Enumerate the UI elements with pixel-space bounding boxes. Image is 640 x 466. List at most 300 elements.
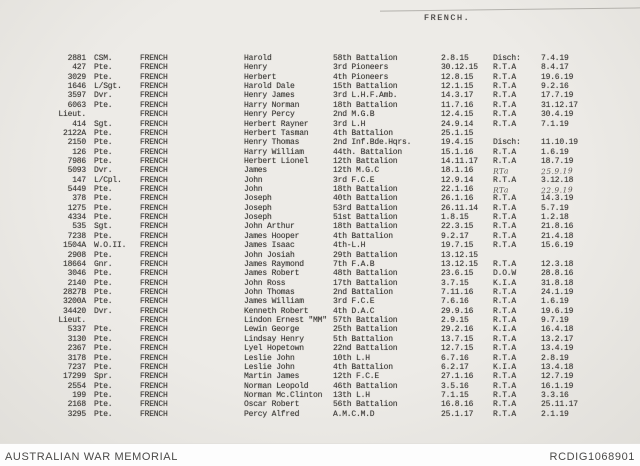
record-unit: 4th Pioneers [333,72,389,82]
record-fate: R.T.A [493,241,517,251]
record-rank: Pte. [94,362,113,372]
record-surname: FRENCH [140,297,168,307]
record-unit: 12th Battalion [333,156,398,166]
record-given-names: Herbert Lionel [244,156,309,166]
record-fate-date: 18.7.19 [541,156,574,166]
record-unit: 22nd Battalion [333,344,398,354]
record-unit: 12th M.G.C [333,166,380,176]
record-number: 2140 [67,278,86,288]
record-surname: FRENCH [140,119,168,129]
record-given-names: Lindon Ernest "MM" [244,316,327,326]
record-fate: R.T.A [493,82,517,92]
record-number: 2554 [67,381,86,391]
record-fate: Disch: [493,54,521,63]
record-unit: 3rd F.C.E [333,297,375,307]
record-unit: 25th Battalion [333,325,398,335]
record-fate: Disch: [493,138,521,148]
record-unit: 4th D.A.C [333,306,375,316]
record-surname: FRENCH [140,100,168,110]
footer-bar [0,443,640,466]
record-row [0,129,640,138]
record-fate-date: 21.4.18 [541,231,574,241]
record-given-names: Lyel Hopetown [244,344,304,354]
record-fate-date [541,129,611,138]
record-given-names: Herbert [244,72,277,82]
record-unit: 2nd M.G.B [333,110,375,120]
record-rank: Pte. [94,278,113,288]
record-rank: Pte. [94,63,113,73]
record-row [0,372,640,381]
record-surname: FRENCH [140,269,168,279]
record-embarkation-date: 18.1.16 [441,166,474,176]
record-row [0,260,640,269]
record-surname: FRENCH [140,344,168,354]
record-fate: R.T.A [493,259,517,269]
record-embarkation-date: 12.1.15 [441,82,474,92]
record-embarkation-date: 12.4.15 [441,110,474,120]
record-number: 3130 [67,334,86,344]
record-rank: Pte. [94,400,113,410]
record-unit: 3rd L.H.F.Amb. [333,91,398,101]
record-fate-date: 31.8.18 [541,278,574,288]
record-row [0,222,640,231]
record-given-names: John Thomas [244,287,295,297]
record-embarkation-date: 19.7.15 [441,241,474,251]
record-row [0,91,640,100]
record-number: 5093 [67,166,86,176]
record-given-names: Herbert Tasman [244,128,309,138]
record-fate-date: 2.8.19 [541,353,569,363]
record-surname: FRENCH [140,110,168,120]
record-row [0,204,640,213]
record-row [0,363,640,372]
record-fate: D.O.W [493,269,517,279]
record-embarkation-date: 26.1.16 [441,194,474,204]
record-given-names: Harry Norman [244,100,300,110]
record-fate-date: 24.1.19 [541,287,574,297]
record-rank: Pte. [94,147,113,157]
record-number: 414 [72,119,86,129]
record-given-names: James Hooper [244,231,300,241]
record-unit: 56th Battalion [333,400,398,410]
record-row [0,382,640,391]
record-surname: FRENCH [140,316,168,326]
record-unit: 57th Battalion [333,316,398,326]
record-embarkation-date: 6.7.16 [441,353,469,363]
record-rank: Pte. [94,213,113,223]
record-fate-date: 13.2.17 [541,334,574,344]
record-row [0,325,640,334]
record-number: 535 [72,222,86,232]
record-unit: 18th Battalion [333,222,398,232]
record-rank: Gnr. [94,259,113,269]
record-fate: R.T.A [493,306,517,316]
record-fate-date: 3.3.16 [541,390,569,400]
record-row [0,400,640,409]
record-unit: 44th. Battalion [333,147,403,157]
record-number: 2150 [67,138,86,148]
record-given-names: Henry [244,63,268,73]
record-fate: R.T.A [493,72,517,82]
record-rank: Dvr. [94,91,113,101]
record-fate-date: 13.4.18 [541,362,574,372]
record-surname: FRENCH [140,334,168,344]
record-row [0,269,640,278]
record-rank: Pte. [94,269,113,279]
record-row [0,279,640,288]
record-surname: FRENCH [140,231,168,241]
record-row [0,63,640,72]
record-row [0,82,640,91]
record-rank: Pte. [94,138,113,148]
record-unit: 48th Battalion [333,269,398,279]
record-surname: FRENCH [140,325,168,335]
record-surname: FRENCH [140,91,168,101]
record-fate: R.T.A [493,222,517,232]
record-surname: FRENCH [140,306,168,316]
record-fate-date: 16.1.19 [541,381,574,391]
record-number: 126 [72,147,86,157]
record-embarkation-date: 22.3.15 [441,222,474,232]
record-row [0,176,640,185]
record-rank: W.O.II. [94,241,127,251]
record-unit: 3rd L.H [333,119,366,129]
record-unit: 7th F.A.B [333,259,375,269]
record-row [0,410,640,419]
record-unit: 18th Battalion [333,100,398,110]
record-fate-date: 13.4.19 [541,344,574,354]
record-given-names: Joseph [244,203,272,213]
record-given-names: Harry William [244,147,304,157]
record-rank: Pte. [94,194,113,204]
record-given-names: Norman Mc.Clinton [244,390,323,400]
record-fate: R.T.A [493,175,517,185]
record-embarkation-date: 25.1.15 [441,128,474,138]
record-fate: R.T.A [493,91,517,101]
record-row [0,166,640,175]
record-fate-date: 19.6.19 [541,72,574,82]
record-surname: FRENCH [140,138,168,148]
record-unit: 15th Battalion [333,82,398,92]
record-rank: Pte. [94,100,113,110]
record-fate-date: 1.6.19 [541,147,569,157]
record-fate: K.I.A [493,325,517,335]
record-fate-date: 14.3.19 [541,194,574,204]
record-fate-date: 11.10.19 [541,138,578,148]
record-row [0,110,640,119]
record-rank: Pte. [94,72,113,82]
record-given-names: Martin James [244,372,300,382]
record-given-names: Oscar Robert [244,400,300,410]
record-given-names: James Robert [244,269,300,279]
record-embarkation-date: 3.7.15 [441,278,469,288]
record-unit: 46th Battalion [333,381,398,391]
record-row [0,54,640,63]
record-row [0,213,640,222]
record-fate: R.T.A [493,334,517,344]
record-embarkation-date: 29.9.16 [441,306,474,316]
record-row [0,148,640,157]
record-surname: FRENCH [140,147,168,157]
record-unit: 5th Battalion [333,334,393,344]
record-row [0,194,640,203]
record-surname: FRENCH [140,250,168,260]
record-number: 2122A [62,128,86,138]
record-given-names: James William [244,297,304,307]
record-row [0,101,640,110]
record-fate: R.T.A [493,194,517,204]
record-rank: L/Cpl. [94,175,122,185]
record-number: 5449 [67,185,86,195]
record-rank: Pte. [94,344,113,354]
record-surname: FRENCH [140,166,168,176]
record-surname: FRENCH [140,175,168,185]
record-fate: R.T.A [493,63,517,73]
record-fate-date: 17.7.19 [541,91,574,101]
record-surname: FRENCH [140,259,168,269]
record-embarkation-date: 6.2.17 [441,362,469,372]
record-row [0,316,640,325]
record-number: 6063 [67,100,86,110]
record-fate: R.T.A [493,203,517,213]
record-unit: 29th Battalion [333,250,398,260]
record-embarkation-date: 13.12.15 [441,259,478,269]
record-row [0,297,640,306]
record-fate-date: 16.4.18 [541,325,574,335]
record-rank: Pte. [94,409,113,419]
record-fate: R.T.A [493,213,517,223]
record-given-names: Lewin George [244,325,300,335]
record-embarkation-date: 2.8.15 [441,54,469,63]
record-number: 3295 [67,409,86,419]
record-unit: 18th Battalion [333,185,398,195]
record-surname: FRENCH [140,372,168,382]
record-fate-date: 1.6.19 [541,297,569,307]
page-title: FRENCH. [424,13,471,23]
record-number: 3178 [67,353,86,363]
record-surname: FRENCH [140,203,168,213]
record-given-names: James [244,166,268,176]
record-unit: 53rd Battalion [333,203,398,213]
record-given-names: Leslie John [244,362,295,372]
record-row [0,138,640,147]
record-embarkation-date: 1.8.15 [441,213,469,223]
record-number: 2168 [67,400,86,410]
record-number: 2367 [67,344,86,354]
record-embarkation-date: 23.6.15 [441,269,474,279]
record-rank: Pte. [94,353,113,363]
record-embarkation-date: 7.11.16 [441,287,474,297]
record-embarkation-date: 3.5.16 [441,381,469,391]
record-embarkation-date: 7.6.16 [441,297,469,307]
record-surname: FRENCH [140,82,168,92]
record-surname: FRENCH [140,362,168,372]
record-given-names: Joseph [244,213,272,223]
record-unit: 40th Battalion [333,194,398,204]
record-number: Lieut. [58,316,86,326]
record-embarkation-date: 15.1.16 [441,147,474,157]
record-number: 5337 [67,325,86,335]
record-rank: Pte. [94,334,113,344]
record-fate-date: 19.6.19 [541,306,574,316]
record-given-names: Henry Percy [244,110,295,120]
record-unit: 3rd F.C.E [333,175,375,185]
record-fate-date: 31.12.17 [541,100,578,110]
record-surname: FRENCH [140,400,168,410]
record-number: 3046 [67,269,86,279]
record-given-names: Lindsay Henry [244,334,304,344]
record-unit: 10th L.H [333,353,370,363]
record-given-names: John Josiah [244,250,295,260]
record-fate [493,251,541,260]
record-surname: FRENCH [140,287,168,297]
record-number: Lieut. [58,110,86,120]
record-number: 2881 [67,54,86,63]
record-number: 1504A [62,241,86,251]
record-unit: 4th-L.H [333,241,366,251]
record-fate: RTa [492,185,510,195]
record-unit: 13th L.H [333,390,370,400]
record-surname: FRENCH [140,185,168,195]
record-number: 147 [72,175,86,185]
record-rank [86,110,132,119]
record-rank: Pte. [94,250,113,260]
record-rank: Pte. [94,287,113,297]
record-embarkation-date: 9.2.17 [441,231,469,241]
record-fate-date: 25.9.19 [540,166,574,177]
record-embarkation-date: 27.1.16 [441,372,474,382]
record-fate: R.T.A [493,409,517,419]
record-given-names: Kenneth Robert [244,306,309,316]
record-fate: R.T.A [493,372,517,382]
record-number: 3029 [67,72,86,82]
record-fate: R.T.A [493,231,517,241]
record-given-names: James Isaac [244,241,295,251]
record-fate [493,129,541,138]
record-unit: 17th Battalion [333,278,398,288]
record-embarkation-date: 30.12.15 [441,63,478,73]
record-number: 199 [72,390,86,400]
record-embarkation-date: 13.7.15 [441,334,474,344]
record-embarkation-date: 29.2.16 [441,325,474,335]
record-number: 7986 [67,156,86,166]
record-embarkation-date: 13.12.15 [441,250,478,260]
record-unit: 2nd Inf.Bde.Hqrs. [333,138,412,148]
record-rank: Dvr. [94,306,113,316]
record-given-names: John [244,185,263,195]
record-fate: R.T.A [493,100,517,110]
record-rank: Spr. [94,372,113,382]
record-fate-date: 8.4.17 [541,63,569,73]
record-given-names: Harold [244,54,272,63]
record-number: 17299 [62,372,86,382]
record-number: 2827B [62,287,86,297]
record-rank: Pte. [94,203,113,213]
record-fate-date: 3.12.18 [541,175,574,185]
record-surname: FRENCH [140,63,168,73]
record-rank: Pte. [94,231,113,241]
record-row [0,354,640,363]
record-number: 4334 [67,213,86,223]
record-fate-date: 12.7.19 [541,372,574,382]
record-fate: R.T.A [493,287,517,297]
record-fate: R.T.A [493,353,517,363]
record-rank: Sgt. [94,119,113,129]
record-unit: A.M.C.M.D [333,409,375,419]
record-number: 2908 [67,250,86,260]
record-rank: L/Sgt. [94,82,122,92]
record-fate-date: 1.2.18 [541,213,569,223]
record-number: 427 [72,63,86,73]
record-rank: Pte. [94,325,113,335]
record-given-names: John Arthur [244,222,295,232]
record-given-names: John Ross [244,278,286,288]
record-fate: R.T.A [493,400,517,410]
record-fate-date: 12.3.18 [541,259,574,269]
record-unit: 12th F.C.E [333,372,380,382]
record-number: 378 [72,194,86,204]
record-row [0,241,640,250]
record-row [0,73,640,82]
footer-record-id: RCDIG1068901 [549,451,635,463]
scan-edge-line [380,7,640,11]
record-unit: 51st Battalion [333,213,398,223]
record-rank: Pte. [94,156,113,166]
record-fate: K.I.A [493,362,517,372]
record-given-names: Harold Dale [244,82,295,92]
record-row [0,157,640,166]
record-fate-date: 30.4.19 [541,110,574,120]
record-rank: Dvr. [94,166,113,176]
record-fate: R.T.A [493,390,517,400]
record-rank: CSM. [94,54,113,63]
record-surname: FRENCH [140,213,168,223]
record-fate-date: 28.8.16 [541,269,574,279]
record-number: 1646 [67,82,86,92]
record-fate-date: 25.11.17 [541,400,578,410]
record-embarkation-date: 12.9.14 [441,175,474,185]
record-fate-date: 7.4.19 [541,54,569,63]
record-row [0,391,640,400]
record-fate: R.T.A [493,110,517,120]
record-fate: RTa [492,166,510,177]
record-embarkation-date: 19.4.15 [441,138,474,148]
record-unit: 4th Battalion [333,231,393,241]
record-embarkation-date: 12.8.15 [441,72,474,82]
record-row [0,120,640,129]
record-embarkation-date: 14.11.17 [441,156,478,166]
record-rank: Pte. [94,381,113,391]
record-fate: K.I.A [493,278,517,288]
record-fate-date: 9.2.16 [541,82,569,92]
record-surname: FRENCH [140,54,168,63]
record-row [0,344,640,353]
record-fate-date [541,251,611,260]
record-surname: FRENCH [140,222,168,232]
record-surname: FRENCH [140,409,168,419]
record-surname: FRENCH [140,381,168,391]
record-fate: R.T.A [493,344,517,354]
record-rank [86,316,132,325]
record-embarkation-date: 7.1.15 [441,390,469,400]
record-number: 1275 [67,203,86,213]
record-embarkation-date: 14.3.17 [441,91,474,101]
record-given-names: Herbert Rayner [244,119,309,129]
record-surname: FRENCH [140,194,168,204]
record-embarkation-date: 12.7.15 [441,344,474,354]
record-embarkation-date: 2.9.15 [441,316,469,326]
record-given-names: Henry James [244,91,295,101]
